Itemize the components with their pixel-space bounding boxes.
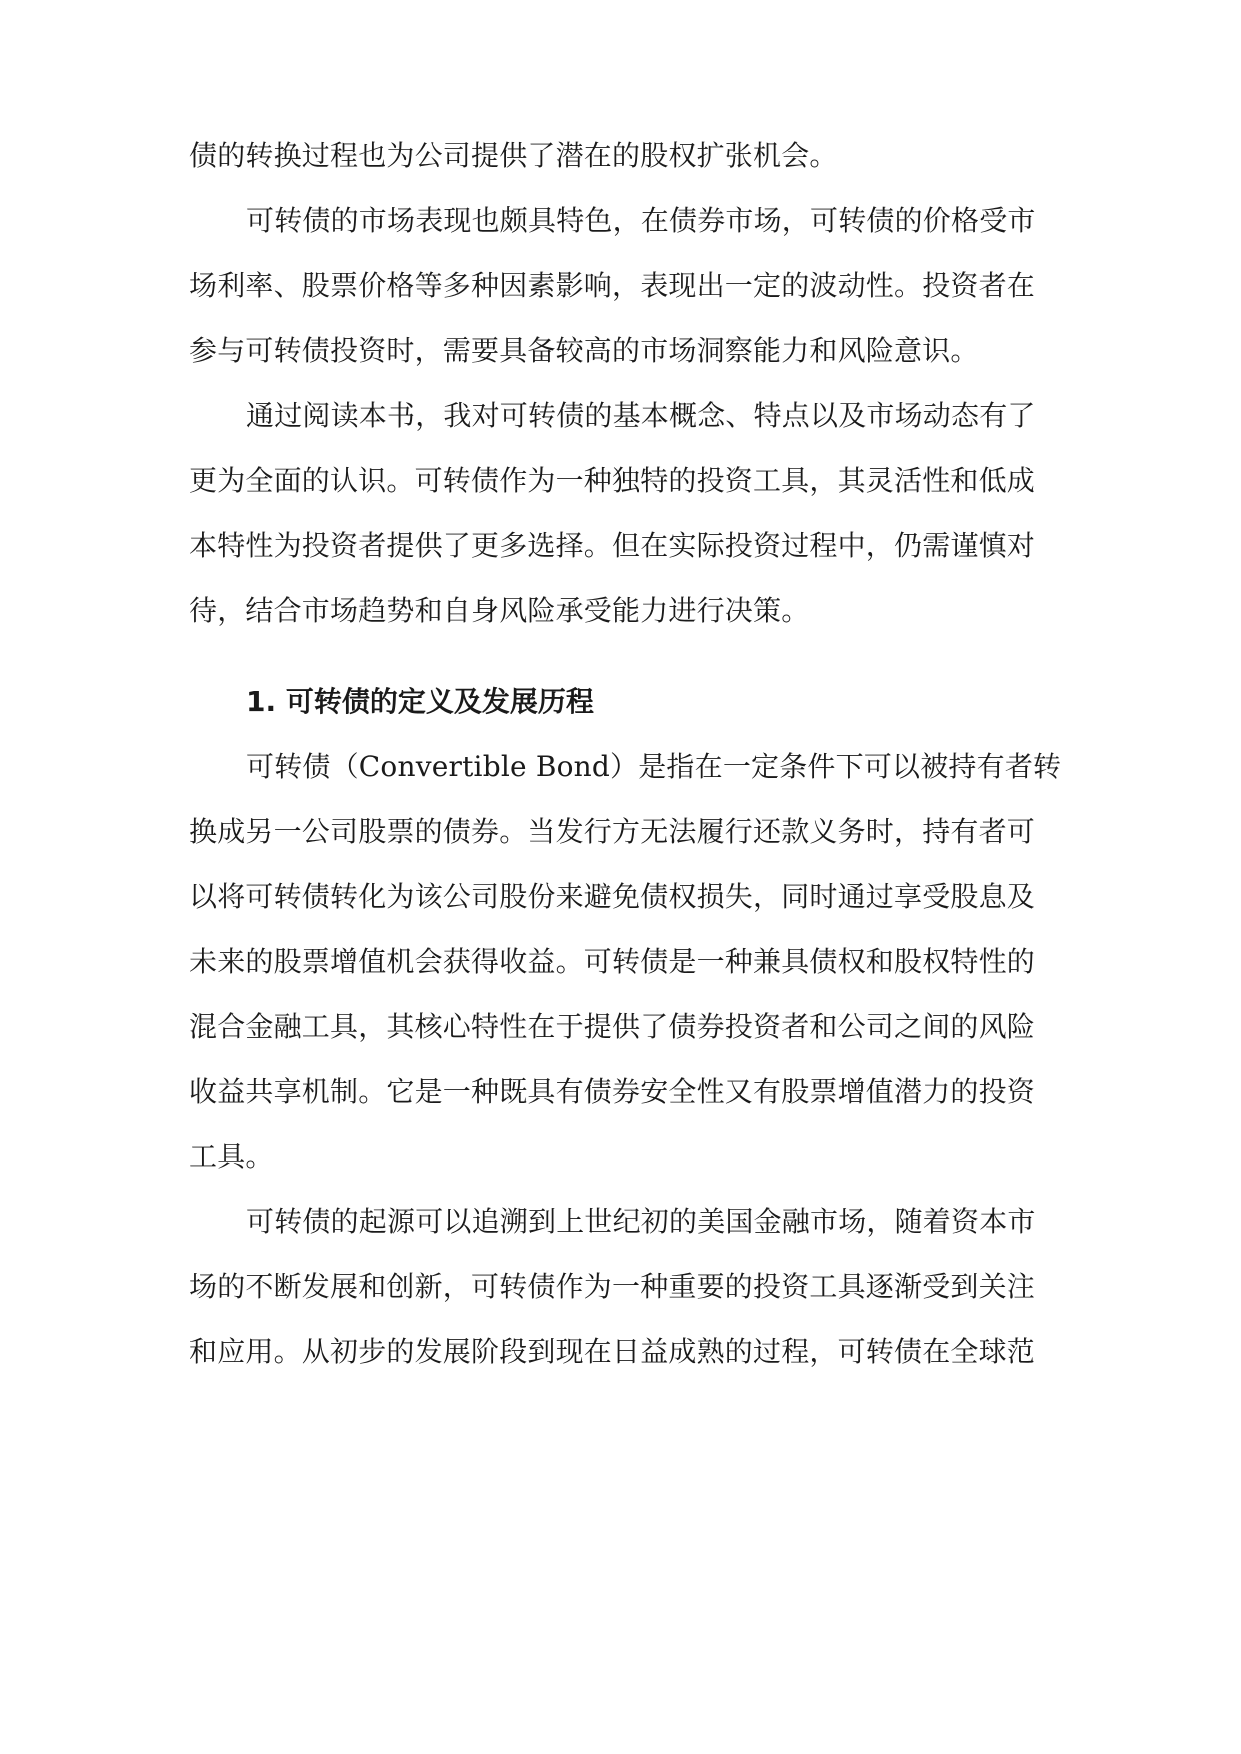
paragraph-line: 可转债的市场表现也颇具特色，在债券市场，可转债的价格受市 [246,204,1036,237]
section-heading: 1. 可转债的定义及发展历程 [246,685,594,718]
paragraph-line: 收益共享机制。它是一种既具有债券安全性又有股票增值潜力的投资 [189,1075,1036,1108]
paragraph-line: 混合金融工具，其核心特性在于提供了债券投资者和公司之间的风险 [189,1010,1036,1043]
paragraph-line: 可转债的起源可以追溯到上世纪初的美国金融市场，随着资本市 [246,1205,1036,1238]
paragraph-line: 通过阅读本书，我对可转债的基本概念、特点以及市场动态有了 [246,399,1036,432]
paragraph-line: 和应用。从初步的发展阶段到现在日益成熟的过程，可转债在全球范 [189,1335,1036,1368]
paragraph-line: 本特性为投资者提供了更多选择。但在实际投资过程中，仍需谨慎对 [189,529,1036,562]
paragraph-line: 以将可转债转化为该公司股份来避免债权损失，同时通过享受股息及 [189,880,1036,913]
paragraph-line: 待，结合市场趋势和自身风险承受能力进行决策。 [189,594,810,627]
paragraph-line: 场的不断发展和创新，可转债作为一种重要的投资工具逐渐受到关注 [189,1270,1036,1303]
paragraph-line: 工具。 [189,1140,274,1173]
paragraph-line: 更为全面的认识。可转债作为一种独特的投资工具，其灵活性和低成 [189,464,1036,497]
paragraph-line: 场利率、股票价格等多种因素影响，表现出一定的波动性。投资者在 [189,269,1036,302]
paragraph-line: 换成另一公司股票的债券。当发行方无法履行还款义务时，持有者可 [189,815,1036,848]
paragraph-line: 债的转换过程也为公司提供了潜在的股权扩张机会。 [189,139,838,172]
paragraph-line: 可转债（Convertible Bond）是指在一定条件下可以被持有者转 [246,750,1062,783]
paragraph-line: 参与可转债投资时，需要具备较高的市场洞察能力和风险意识。 [189,334,979,367]
paragraph-line: 未来的股票增值机会获得收益。可转债是一种兼具债权和股权特性的 [189,945,1036,978]
